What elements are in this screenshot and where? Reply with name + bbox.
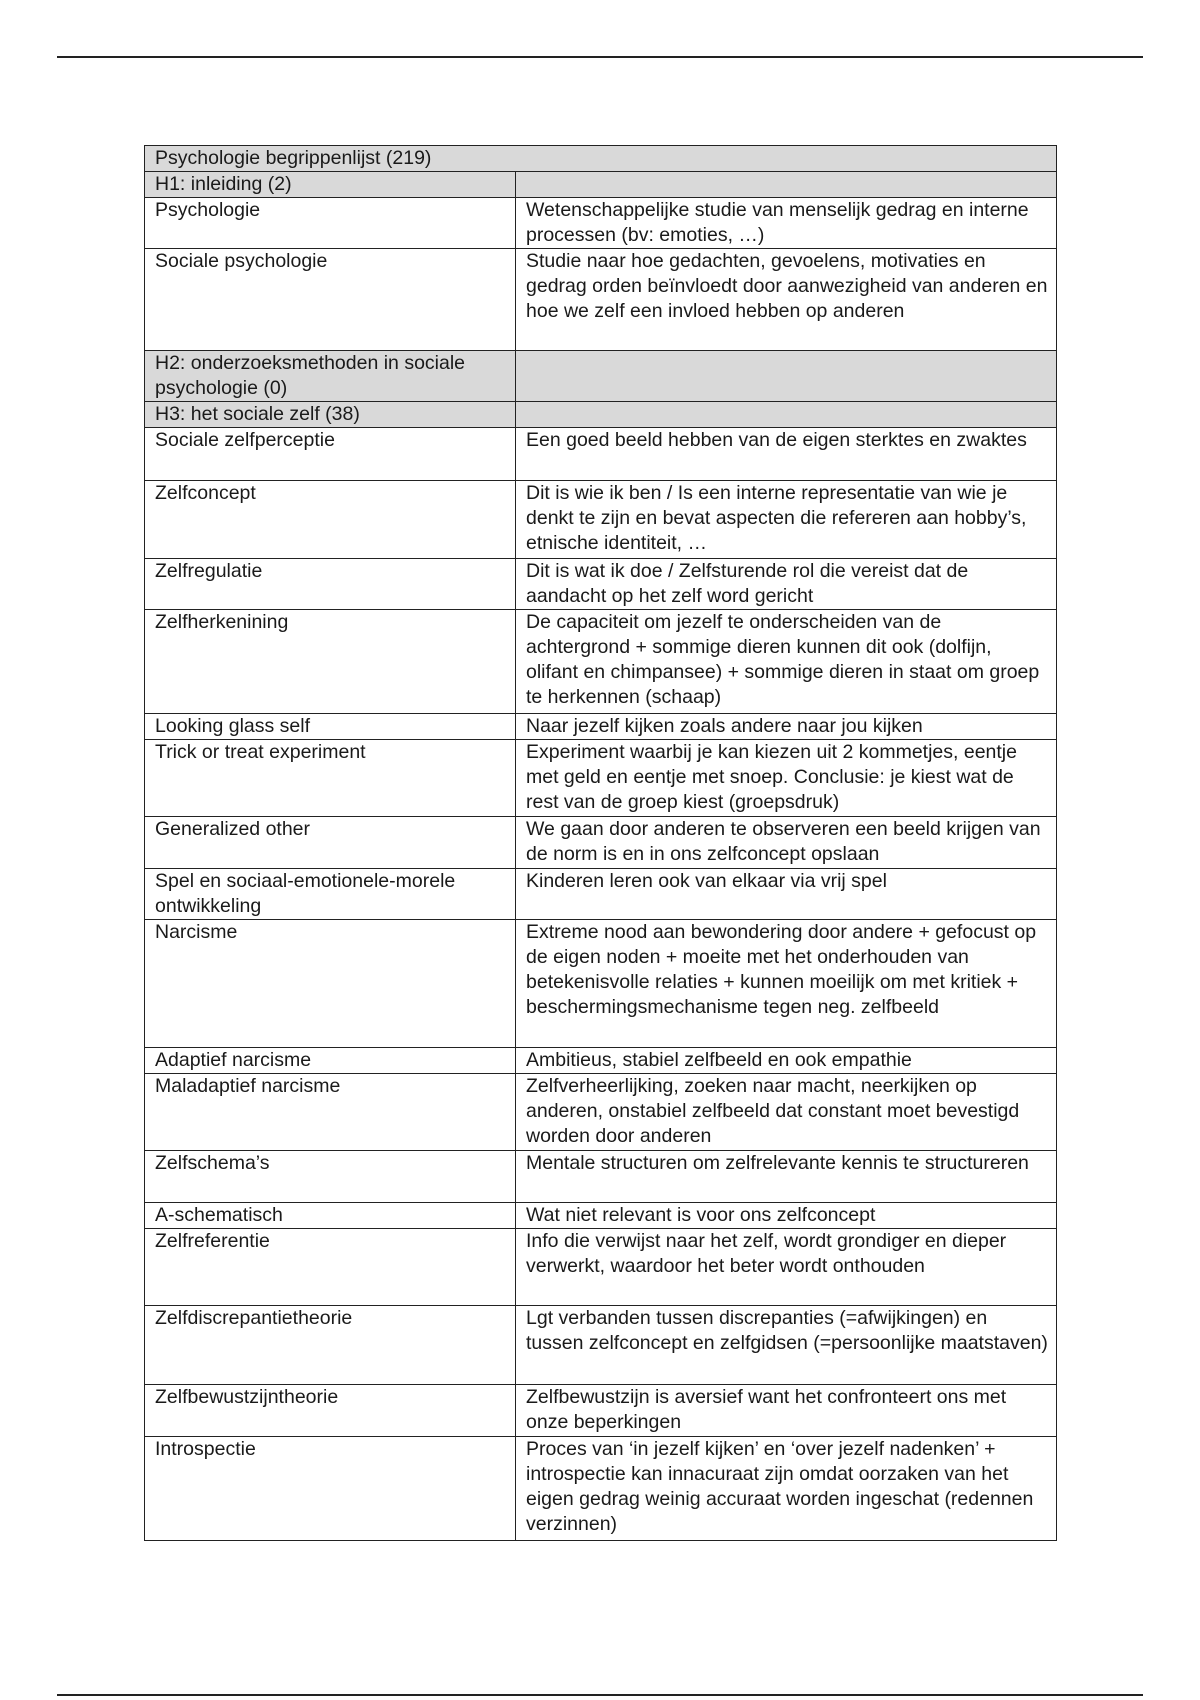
- section-heading-row: [145, 351, 1057, 402]
- table-row: [145, 1203, 1057, 1229]
- definition-cell: Een goed beeld hebben van de eigen sterktes en zwaktes: [516, 428, 1057, 481]
- table-row: [145, 1151, 1057, 1203]
- table-row: [145, 1074, 1057, 1151]
- definition-cell: Mentale structuren om zelfrelevante kennis te structureren: [516, 1151, 1057, 1203]
- table-row: [145, 869, 1057, 920]
- term-cell: Zelfherkenining: [145, 610, 516, 714]
- definition-cell: Naar jezelf kijken zoals andere naar jou kijken: [516, 714, 1057, 740]
- term-cell: Zelfconcept: [145, 481, 516, 559]
- term-cell: Generalized other: [145, 817, 516, 869]
- term-cell: A-schematisch: [145, 1203, 516, 1229]
- definition-cell: De capaciteit om jezelf te onderscheiden van de achtergrond + sommige dieren kunnen dit ook (dolfijn, olifant en chimpansee) + sommige dieren in staat om groep te herkennen (schaap): [516, 610, 1057, 714]
- definition-cell: Zelfverheerlijking, zoeken naar macht, neerkijken op anderen, onstabiel zelfbeeld dat constant moet bevestigd worden door anderen: [516, 1074, 1057, 1151]
- section-heading-empty: [516, 172, 1057, 198]
- table-row: [145, 1306, 1057, 1385]
- term-cell: Narcisme: [145, 920, 516, 1048]
- term-cell: Maladaptief narcisme: [145, 1074, 516, 1151]
- term-cell: Zelfdiscrepantietheorie: [145, 1306, 516, 1385]
- table-title: Psychologie begrippenlijst (219): [145, 146, 1057, 172]
- table-row: [145, 817, 1057, 869]
- definition-cell: Wat niet relevant is voor ons zelfconcept: [516, 1203, 1057, 1229]
- section-heading-row: [145, 402, 1057, 428]
- term-cell: Sociale psychologie: [145, 249, 516, 351]
- table-row: [145, 1048, 1057, 1074]
- definition-cell: Info die verwijst naar het zelf, wordt grondiger en dieper verwerkt, waardoor het beter wordt onthouden: [516, 1229, 1057, 1306]
- section-heading-row: [145, 172, 1057, 198]
- term-cell: Looking glass self: [145, 714, 516, 740]
- table-row: [145, 740, 1057, 817]
- bottom-rule: [57, 1694, 1143, 1696]
- term-cell: Introspectie: [145, 1437, 516, 1541]
- term-cell: Spel en sociaal-emotionele-morele ontwikkeling: [145, 869, 516, 920]
- section-heading: H3: het sociale zelf (38): [145, 402, 516, 428]
- term-cell: Sociale zelfperceptie: [145, 428, 516, 481]
- term-cell: Psychologie: [145, 198, 516, 249]
- definition-cell: Wetenschappelijke studie van menselijk gedrag en interne processen (bv: emoties, …): [516, 198, 1057, 249]
- table-row: [145, 249, 1057, 351]
- section-heading-empty: [516, 351, 1057, 402]
- table-row: [145, 559, 1057, 610]
- definition-cell: We gaan door anderen te observeren een beeld krijgen van de norm is en in ons zelfconcept opslaan: [516, 817, 1057, 869]
- definition-cell: Experiment waarbij je kan kiezen uit 2 kommetjes, eentje met geld en eentje met snoep. Conclusie: je kiest wat de rest van de groep kiest (groepsdruk): [516, 740, 1057, 817]
- definition-cell: Extreme nood aan bewondering door andere + gefocust op de eigen noden + moeite met het onderhouden van betekenisvolle relaties + kunnen moeilijk om met kritiek + beschermingsmechanisme tegen neg. zelfbeeld: [516, 920, 1057, 1048]
- definition-cell: Kinderen leren ook van elkaar via vrij spel: [516, 869, 1057, 920]
- section-heading-empty: [516, 402, 1057, 428]
- top-rule: [57, 56, 1143, 58]
- section-heading: H1: inleiding (2): [145, 172, 516, 198]
- definition-cell: Proces van ‘in jezelf kijken’ en ‘over jezelf nadenken’ + introspectie kan innacuraat zijn omdat oorzaken van het eigen gedrag weinig accuraat worden ingeschat (redennen verzinnen): [516, 1437, 1057, 1541]
- definition-cell: Dit is wat ik doe / Zelfsturende rol die vereist dat de aandacht op het zelf word gericht: [516, 559, 1057, 610]
- table-row: [145, 198, 1057, 249]
- term-cell: Adaptief narcisme: [145, 1048, 516, 1074]
- table-title-row: [145, 146, 1057, 172]
- table-row: [145, 1385, 1057, 1437]
- table-row: [145, 714, 1057, 740]
- definition-cell: Dit is wie ik ben / Is een interne representatie van wie je denkt te zijn en bevat aspecten die refereren aan hobby’s, etnische identiteit, …: [516, 481, 1057, 559]
- glossary-table: [144, 145, 1057, 1541]
- table-row: [145, 1437, 1057, 1541]
- term-cell: Trick or treat experiment: [145, 740, 516, 817]
- section-heading: H2: onderzoeksmethoden in sociale psychologie (0): [145, 351, 516, 402]
- term-cell: Zelfregulatie: [145, 559, 516, 610]
- term-cell: Zelfbewustzijntheorie: [145, 1385, 516, 1437]
- table-row: [145, 920, 1057, 1048]
- definition-cell: Lgt verbanden tussen discrepanties (=afwijkingen) en tussen zelfconcept en zelfgidsen (=persoonlijke maatstaven): [516, 1306, 1057, 1385]
- definition-cell: Studie naar hoe gedachten, gevoelens, motivaties en gedrag orden beïnvloedt door aanwezigheid van anderen en hoe we zelf een invloed hebben op anderen: [516, 249, 1057, 351]
- term-cell: Zelfreferentie: [145, 1229, 516, 1306]
- table-row: [145, 428, 1057, 481]
- table-row: [145, 610, 1057, 714]
- table-row: [145, 1229, 1057, 1306]
- definition-cell: Zelfbewustzijn is aversief want het confronteert ons met onze beperkingen: [516, 1385, 1057, 1437]
- definition-cell: Ambitieus, stabiel zelfbeeld en ook empathie: [516, 1048, 1057, 1074]
- term-cell: Zelfschema’s: [145, 1151, 516, 1203]
- table-row: [145, 481, 1057, 559]
